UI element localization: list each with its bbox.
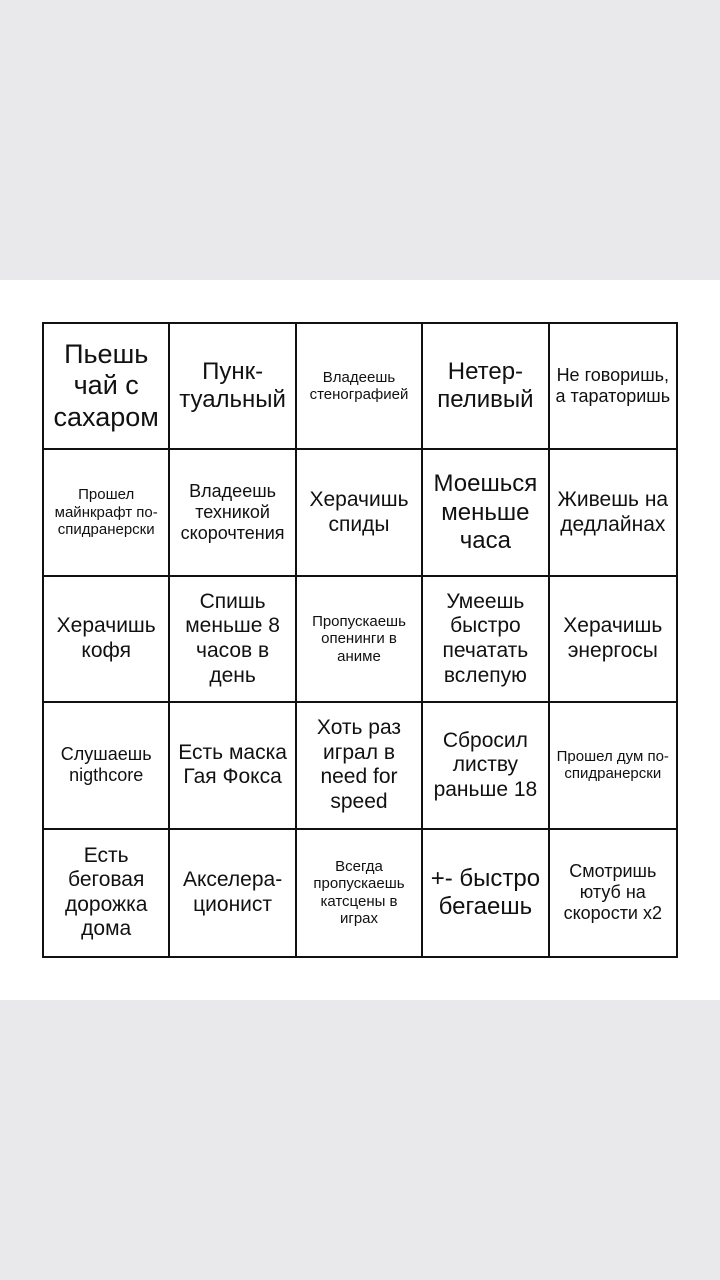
cell-text: Умеешь быстро печатать вслепую xyxy=(442,589,529,687)
bingo-cell xyxy=(170,703,296,829)
cell-text: Прошел дум по-спидранерски xyxy=(556,747,669,783)
bingo-cell xyxy=(550,703,676,829)
bingo-cell xyxy=(297,450,423,576)
cell-text: Не говоришь, а тараторишь xyxy=(555,365,671,407)
cell-text: Моешься меньше часа xyxy=(433,470,538,554)
bingo-image xyxy=(0,280,720,1000)
cell-text: +- быстро бегаешь xyxy=(430,864,541,920)
cell-text: Сбросил листву раньше 18 xyxy=(433,728,538,801)
bingo-cell xyxy=(170,324,296,450)
cell-text: Пропускаешь опенинги в аниме xyxy=(312,612,406,665)
cell-text: Есть маска Гая Фокса xyxy=(178,740,287,789)
top-background xyxy=(0,0,720,280)
cell-text: Слушаешь nigthcore xyxy=(60,744,152,786)
cell-text: Живешь на дедлайнах xyxy=(557,488,669,536)
bingo-cell xyxy=(550,577,676,703)
bingo-cell xyxy=(44,703,170,829)
bingo-cell xyxy=(170,830,296,956)
bingo-cell xyxy=(44,577,170,703)
cell-text: Хоть раз играл в need for speed xyxy=(316,716,402,813)
cell-text: Смотришь ютуб на скорости x2 xyxy=(563,861,662,924)
cell-text: Херачишь энергосы xyxy=(563,614,663,662)
cell-text: Прошел майнкрафт по-спидранерски xyxy=(54,486,158,539)
bingo-cell xyxy=(550,450,676,576)
bingo-cell xyxy=(423,324,549,450)
bingo-cell xyxy=(423,450,549,576)
bingo-cell xyxy=(297,577,423,703)
bingo-cell xyxy=(44,324,170,450)
cell-text: Пьешь чай с сахаром xyxy=(53,338,159,432)
cell-text: Спишь меньше 8 часов в день xyxy=(185,589,280,687)
bingo-cell xyxy=(423,577,549,703)
bingo-cell xyxy=(44,450,170,576)
bottom-background xyxy=(0,1000,720,1280)
bingo-cell xyxy=(297,324,423,450)
cell-text: Владеешь стенографией xyxy=(309,368,409,404)
cell-text: Есть беговая дорожка дома xyxy=(64,843,148,941)
bingo-cell xyxy=(297,703,423,829)
cell-text: Акселера-ционист xyxy=(182,868,283,916)
bingo-cell xyxy=(423,703,549,829)
cell-text: Пунк-туальный xyxy=(179,358,286,414)
bingo-cell xyxy=(170,577,296,703)
bingo-cell xyxy=(423,830,549,956)
cell-text: Нетер-пеливый xyxy=(437,358,534,414)
cell-text: Херачишь спиды xyxy=(309,488,409,536)
bingo-cell xyxy=(44,830,170,956)
cell-text: Всегда пропускаешь катсцены в играх xyxy=(313,857,405,928)
cell-text: Херачишь кофя xyxy=(56,614,156,662)
bingo-cell xyxy=(550,830,676,956)
bingo-cell xyxy=(550,324,676,450)
bingo-grid xyxy=(42,322,678,958)
cell-text: Владеешь техникой скорочтения xyxy=(180,481,285,544)
bingo-cell xyxy=(297,830,423,956)
bingo-cell xyxy=(170,450,296,576)
